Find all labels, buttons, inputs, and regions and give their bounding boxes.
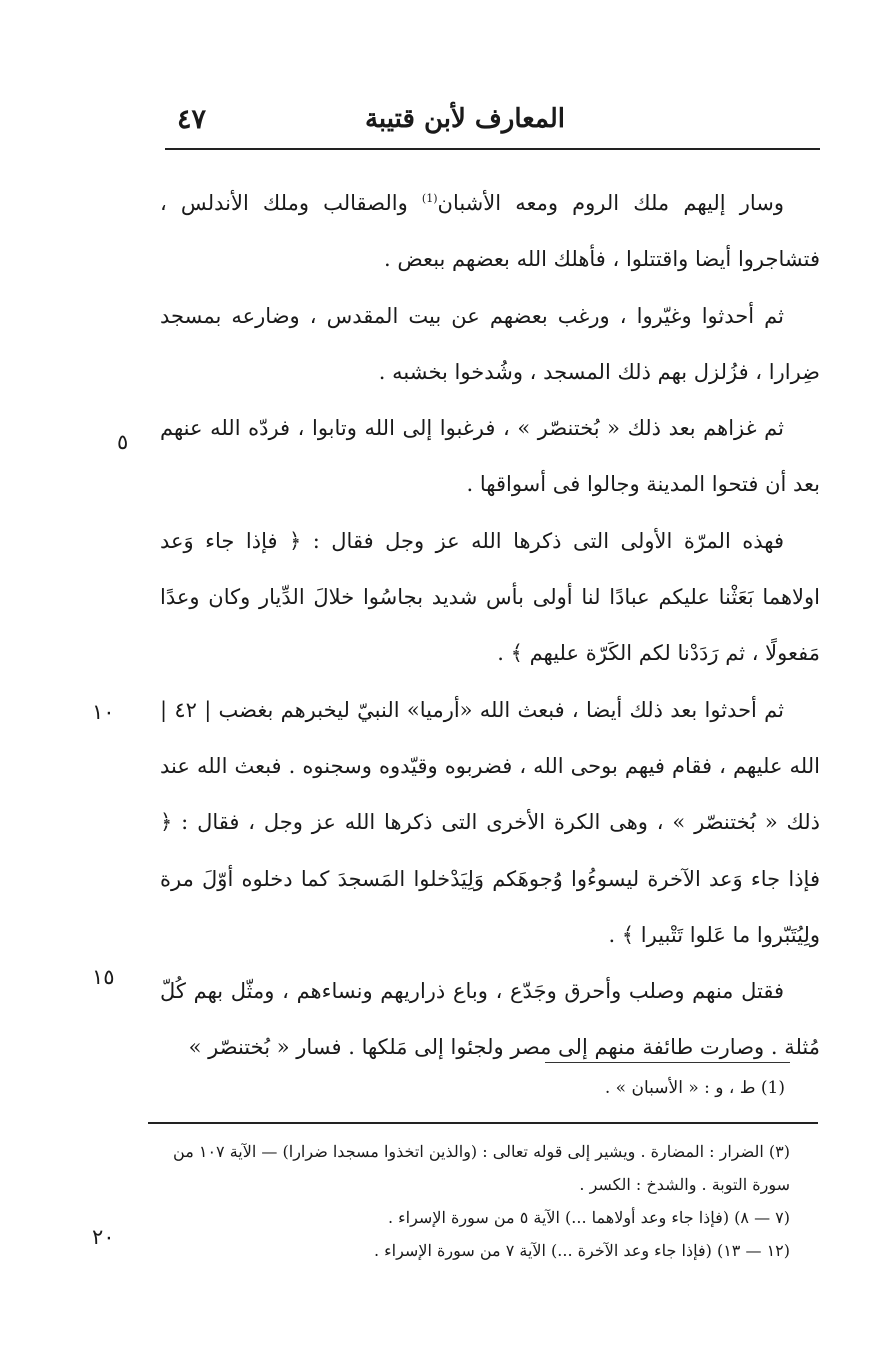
footnote-ref-1: (1) xyxy=(421,192,438,205)
main-text xyxy=(160,175,820,1076)
footnote-divider xyxy=(148,1122,818,1124)
paragraph-4: فهذه المرّة الأولى التى ذكرها الله عز وجل فقال : ﴿ فإذا جاء وَعد اولاهما بَعَثْنا عليكم عبادًا لنا أولى بأس شديد بجاسُوا خلالَ الدِّيار وكان وعدًا مَفعولًا ، ثم رَدَدْنا لكم الكَرّة عليهم ﴾ . xyxy=(160,528,820,666)
paragraph-1 xyxy=(160,175,820,288)
running-title: المعارف لأبن قتيبة xyxy=(364,104,565,134)
paragraph-1-end: والصقالب وملك الأندلس ، فتشاجروا أيضا واقتتلوا ، فأهلك الله بعضهم ببعض . xyxy=(160,191,820,272)
footnote-divider-short xyxy=(545,1062,790,1063)
variant-note: (1) ط ، و : « الأسبان » . xyxy=(604,1078,785,1098)
line-number-15: ١٥ xyxy=(92,965,115,989)
page-number: ٤٧ xyxy=(177,104,207,135)
paragraph-3: ثم غزاهم بعد ذلك « بُختنصّر » ، فرغبوا إلى الله وتابوا ، فردّه الله عنهم بعد أن فتحوا المدينة وجالوا فى أسواقها . xyxy=(160,416,820,497)
paragraph-2: ثم أحدثوا وغيّروا ، ورغب بعضهم عن بيت المقدس ، وضارعه بمسجد ضِرارا ، فزُلزل بهم ذلك المسجد ، وشُدخوا بخشبه . xyxy=(160,303,820,384)
footnote-7-8: (٧ — ٨) (فإذا جاء وعد أولاهما ...) الآية ٥ من سورة الإسراء . xyxy=(387,1208,790,1227)
paragraph-1-start: وسار إليهم ملك الروم ومعه الأشبان xyxy=(437,191,784,215)
page-header xyxy=(165,104,820,150)
line-number-5: ٥ xyxy=(117,430,129,454)
line-number-10: ١٠ xyxy=(92,700,115,724)
footnotes xyxy=(160,1135,790,1267)
footnote-12-13: (١٢ — ١٣) (فإذا جاء وعد الآخرة ...) الآية ٧ من سورة الإسراء . xyxy=(373,1241,790,1260)
paragraph-5: ثم أحدثوا بعد ذلك أيضا ، فبعث الله «أرميا» النبيّ ليخبرهم بغضب | ٤٢ | الله عليهم ، فقام فيهم بوحى الله ، فضربوه وقيّدوه وسجنوه . فبعث الله عند ذلك « بُختنصّر » ، وهى الكرة الأخرى التى ذكرها الله عز وجل ، فقال : ﴿ فإذا جاء وَعد الآخرة ليسوءُوا وُجوهَكم وَلِيَدْخلوا المَسجدَ كما دخلوه أوّلَ مرة ولِيُتَبّروا ما عَلوا تَتْبيرا ﴾ . xyxy=(160,697,820,947)
footnote-3: (٣) الضرار : المضارة . ويشير إلى قوله تعالى : (والذين اتخذوا مسجدا ضرارا) — الآية ١٠٧ من سورة التوبة . والشدخ : الكسر . xyxy=(173,1142,790,1194)
paragraph-6: فقتل منهم وصلب وأحرق وجَدّع ، وباع ذراريهم ونساءهم ، ومثّل بهم كُلّ مُثلة . وصارت طائفة منهم إلى مصر ولجئوا إلى مَلكها . فسار « بُختنصّر » xyxy=(160,979,820,1060)
line-number-20: ٢٠ xyxy=(92,1225,115,1249)
